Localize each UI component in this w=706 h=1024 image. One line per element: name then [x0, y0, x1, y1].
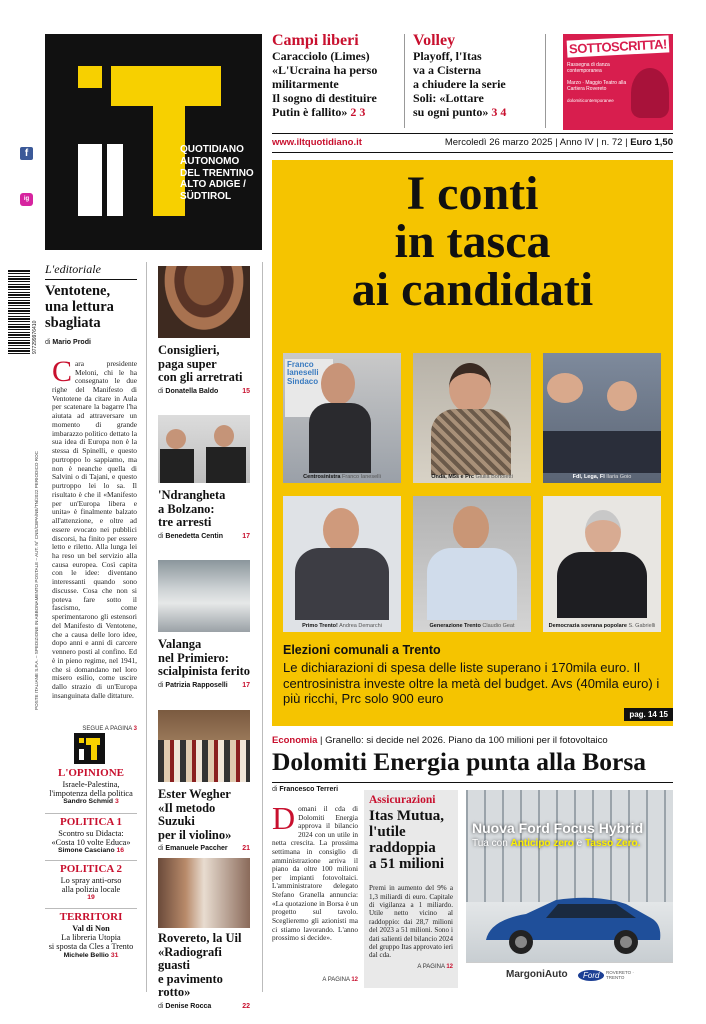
opinion-item[interactable]: TERRITORI Val di Non La libreria Utopia si sposta da Cles a Trento Michele Bellio 31 — [45, 908, 137, 959]
barcode-number: 977299976410 — [32, 320, 38, 354]
candidate-photo: FdI, Lega, FI Ilaria Goio — [543, 353, 661, 483]
site-link[interactable]: www.iltquotidiano.it — [272, 137, 362, 148]
masthead-tagline: QUOTIDIANO AUTONOMO DEL TRENTINO ALTO ADIGE / SÜDTIROL — [180, 144, 254, 203]
economia-kicker: Economia | Granello: si decide nel 2026. Piano da 100 milioni per il fotovoltaico — [272, 735, 608, 746]
facebook-icon[interactable]: f — [20, 147, 33, 160]
col2-story[interactable]: Valanga nel Primiero: scialpinista ferito di Patrizia Rapposelli 17 — [158, 637, 251, 689]
col2-story[interactable]: Consiglieri, paga super con gli arretrati di Donatella Baldo 15 — [158, 343, 250, 395]
lead-title: I conti in tasca ai candidati — [351, 167, 594, 316]
promo-sottoscritta[interactable]: SOTTOSCRITTA! Rassegna di danza contemporanea Marzo · Maggio Teatro alla Cartiera Rovereto dolomiticontemporanee — [563, 34, 673, 130]
teaser-kicker: Volley — [413, 32, 456, 49]
editorial-kicker: L'editoriale — [45, 262, 137, 280]
lead-story[interactable] — [272, 160, 673, 726]
car-image — [466, 890, 673, 960]
ford-logo: Ford — [578, 970, 604, 981]
dealer-logo: MargoniAuto — [506, 969, 568, 980]
col2-story[interactable]: 'Ndrangheta a Bolzano: tre arresti di Benedetta Centin 17 — [158, 488, 250, 540]
col2-story[interactable]: Rovereto, la Uil «Radiografi guasti e pavimento rotto» di Denise Rocca 22 — [158, 931, 250, 1010]
candidate-photo: Onda, M5s e Prc Giulia Bortoletti — [413, 353, 531, 483]
barcode — [8, 270, 30, 354]
editorial[interactable]: L'editoriale Ventotene, una lettura sbagliata di Mario Prodi Cara presidente Meloni, chi le ha consegnato le due righe del Manifesto di Ventotene da citare in Aula per scatenare la bagarre l'ha aiutata ad attraversare un momento di grande imbarazzo politico dettato la sua idea di Europa non è la stessa di Spinelli, e questo purtroppo lo sappiamo, ma non è neanche quella di Salvini o di Tajani, e questo purtroppo lei lo sa. Il risultato è che il «Manifesto per un'Europa libera e unita» è finalmente balzato all'attenzione, e oltre ad essere evocato nei pubblici discorsi, ha finito per essere letto e riletto. Alla lunga lei ha reso un bel servizio alla causa europea. Così capita con le idee: diventano interessanti quando sono discusse. Cosa che non si poteva fare sotto il fascismo, come sperimentarono gli estensori del Manifesto di Ventotene, che a causa delle loro idee, dopo anni e anni di carcere vennero posti al confino. Ed è in pieno regime, nel 1941, che si domandano nel loro misero esilio, come uscire dallo strazio di un'Europa insanguinata dalle dittature. SEGUE A PAGINA 3 — [45, 262, 137, 732]
teaser-volley[interactable]: Volley Playoff, l'Itas va a Cisterna a chiudere la serie Soli: «Lottare su ogni punto» 3 4 — [413, 32, 543, 119]
instagram-icon[interactable]: ig — [20, 193, 33, 206]
editorial-body: Cara presidente Meloni, chi le ha consegnato le due righe del Manifesto di Ventotene da citare in Aula per scatenare la bagarre l'ha aiutata ad attraversare un momento di grande imbarazzo politico dettato la sua idea di Europa non è la stessa di Spinelli, e questo purtroppo lo sappiamo, ma non è neanche quella di Salvini o di Tajani, e questo purtroppo lei lo sa. Il risultato è che il «Manifesto per un'Europa libera e unita» è finalmente balzato all'attenzione, e oltre ad essere evocato nei pubblici discorsi, ha finito per essere letto e riletto. Alla lunga lei ha reso un bel servizio alla causa europea. Così capita con le idee: diventano interessanti quando sono discusse. Cosa che non si poteva fare sotto il fascismo, come sperimentarono gli estensori del Manifesto di Ventotene, che a causa delle loro idee, dopo anni e anni di carcere vennero posti al confino. Ed è in pieno regime, nel 1941, che si domandano nel loro misero esilio, come uscire dallo strazio di un'Europa insanguinata dalle dittature. — [52, 359, 137, 700]
opinion-item[interactable]: L'OPINIONE Israele-Palestina, l'impotenza della politica Sandro Schmid 3 — [49, 767, 133, 806]
suzuki-photo — [158, 710, 250, 782]
candidate-photo: Democrazia sovrana popolare S. Gabrielli — [543, 496, 661, 632]
hospital-photo — [158, 858, 250, 928]
opinions-column — [45, 768, 137, 959]
dateline: www.iltquotidiano.it Mercoledì 26 marzo 2025 | Anno IV | n. 72 | Euro 1,50 — [272, 137, 673, 148]
ad-title: Nuova Ford Focus Hybrid — [472, 820, 644, 836]
ford-ad[interactable]: Nuova Ford Focus Hybrid Tua con Anticipo zero e Tasso Zero. MargoniAuto Ford ROVERETO · TRENTO — [466, 790, 673, 988]
teaser-kicker: Campi liberi — [272, 32, 359, 49]
legal-strip: POSTE ITALIANE S.P.A. – SPEDIZIONE IN ABBONAMENTO POSTALE – AUT. N° CNS/CBPA/NE/TN/2022 PERIODICO ROC — [34, 451, 39, 710]
opinion-item[interactable]: POLITICA 1 Scontro su Didacta: «Costa 10 volte Educa» Simone Casciano 16 — [45, 813, 137, 860]
lead-kicker: Elezioni comunali a Trento — [283, 643, 441, 657]
economia-title[interactable]: Dolomiti Energia punta alla Borsa — [272, 747, 647, 776]
col2-story[interactable]: Ester Wegher «Il metodo Suzuki per il violino» di Emanuele Paccher 21 — [158, 787, 250, 852]
it-logo — [45, 34, 262, 250]
teaser-campi-liberi[interactable]: Campi liberi Caracciolo (Limes) «L'Ucraina ha perso militarmente Il sogno di destituire Putin è fallito» 2 3 — [272, 32, 402, 119]
council-photo — [158, 266, 250, 338]
editorial-title: Ventotene, una lettura sbagliata — [45, 283, 114, 331]
small-it-logo — [74, 733, 105, 764]
opinion-item[interactable]: POLITICA 2 Lo spray anti-orso alla polizia locale 19 — [45, 860, 137, 908]
candidate-photo: Primo Trento! Andrea Demarchi — [283, 496, 401, 632]
economia-body: di Francesco Terreri Domani il cda di Dolomiti Energia approva il bilancio 2024 con un utile in netta crescita. La prossima settimana in consiglio di amministrazione arriva il piano da oltre 100 milioni per impianti fotovoltaici. L'amministratore delegato Stefano Granella annuncia: «La quotazione in Borsa è un progetto sul tavolo. Sceglieremo gli azionisti ma ci stiamo lavorando. L'anno prossimo si decide». A PAGINA 12 — [272, 786, 358, 983]
avalanche-photo — [158, 560, 250, 632]
lead-summary: Le dichiarazioni di spesa delle liste superano i 170mila euro. Il centrosinistra investe oltre la metà del budget. Avs (40mila euro) i più ricchi, Prc solo 900 euro — [283, 660, 660, 707]
lead-pages: pag. 14 15 — [624, 708, 673, 721]
candidate-photo: Franco Ianeselli Sindaco Centrosinistra Franco Ianeselli — [283, 353, 401, 483]
masthead — [45, 34, 262, 250]
ndrangheta-photo — [158, 415, 250, 483]
assicurazioni-box[interactable]: Assicurazioni Itas Mutua, l'utile raddoppia a 51 milioni Premi in aumento del 9% a 1,3 miliardi di euro. Capitale di vigilanza a 1 miliardo. Utile netto vicino al raddoppio: dai 28,7 milioni del 2023 a 51 milioni. Sono i dati salienti del bilancio 2024 del gruppo Itas approvato ieri dal cda. A PAGINA 12 — [364, 790, 458, 988]
candidate-photo: Generazione Trento Claudio Geat — [413, 496, 531, 632]
promo-title: SOTTOSCRITTA! — [567, 35, 670, 57]
